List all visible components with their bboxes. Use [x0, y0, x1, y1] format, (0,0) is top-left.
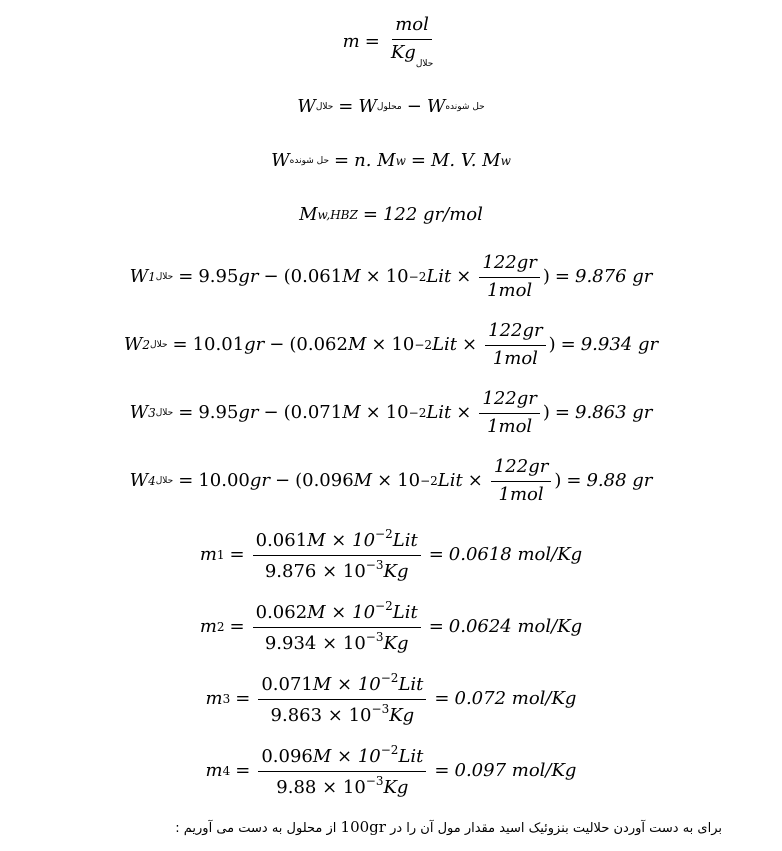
fraction-denominator: 1mol — [487, 415, 533, 437]
molarity-value: 0.071 — [290, 402, 343, 423]
solvent-subscript: حلال — [415, 58, 434, 69]
power-exponent: −2 — [408, 406, 427, 420]
molality-result: 0.097 mol/Kg — [454, 760, 577, 781]
gram-unit: gr — [238, 402, 259, 423]
numerator-tail: M × 10 — [312, 674, 381, 695]
molality-result: 0.0624 mol/Kg — [448, 616, 583, 637]
liter-unit: Lit — [437, 470, 463, 491]
liter-unit: Lit — [426, 402, 452, 423]
molality-fraction — [388, 14, 436, 70]
fraction-numerator: 122gr — [479, 252, 539, 278]
solvent-subscript: حلال — [150, 339, 168, 350]
molar-mass-fraction — [491, 456, 551, 506]
molality-index: 2 — [216, 620, 225, 634]
sample-mass: 10.01 — [192, 334, 245, 355]
equation-weight-2: W 2 حلال = 10.01 gr − ( 0.062 M × 10 −2 Lit × $\frac{122gr}{\text{1mol}}$ ) = 9.934 gr — [123, 320, 659, 369]
liter-unit: Lit — [392, 530, 418, 551]
molality-symbol: m — [199, 616, 217, 637]
molar-mass-subscript: w — [395, 154, 406, 168]
weight-symbol: W — [129, 470, 149, 491]
molarity-value: 0.096 — [261, 746, 313, 767]
molar-mass-fraction — [479, 388, 539, 438]
denominator-tail: × 10 — [322, 704, 372, 726]
power-exponent: −3 — [365, 773, 384, 788]
molar-unit: M — [353, 470, 373, 491]
molality-fraction — [258, 671, 426, 727]
molality-index: 4 — [222, 764, 231, 778]
power-exponent: −2 — [375, 599, 393, 613]
gram-unit: gr — [249, 470, 270, 491]
times-sign: × — [377, 470, 393, 491]
molality-fraction — [253, 527, 421, 583]
fraction-denominator: 1mol — [498, 483, 544, 505]
power-base: 10 — [397, 470, 421, 491]
solvent-weight-value: 9.876 — [264, 560, 317, 582]
molality-index: 3 — [222, 692, 231, 706]
liter-unit: Lit — [426, 266, 452, 287]
weight-symbol: W — [426, 96, 446, 117]
denominator-tail: × 10 — [316, 632, 366, 654]
sample-mass: 10.00 — [198, 470, 250, 491]
sample-mass: 9.95 — [198, 266, 239, 287]
equation-weight-1: W 1 حلال = 9.95 gr − ( 0.061 M × 10 −2 Lit × $\frac{122gr}{\text{1mol}}$ ) = 9.876 gr — [129, 252, 653, 301]
solvent-weight-result: 9.876 gr — [575, 266, 653, 287]
kilogram-unit: Kg — [383, 776, 409, 798]
times-sign: × — [467, 470, 483, 491]
molar-mass-value: 122 gr/mol — [382, 204, 483, 225]
times-sign: × — [456, 402, 472, 423]
molar-unit: M — [342, 402, 361, 423]
times-sign: × — [462, 334, 478, 355]
fraction-denominator: Kg — [390, 41, 416, 63]
molality-index: 1 — [216, 548, 225, 562]
molar-unit: M — [342, 266, 361, 287]
solvent-weight-result: 9.88 gr — [586, 470, 653, 491]
solvent-weight-result: 9.863 gr — [575, 402, 653, 423]
numerator-tail: M × 10 — [312, 746, 381, 767]
molarity-value: 0.062 — [255, 602, 308, 623]
power-exponent: −2 — [380, 743, 399, 757]
power-base: 10 — [385, 402, 409, 423]
footer-text-start: برای به دست آوردن حلالیت بنزوئیک اسید مقدار مول آن را در — [385, 821, 722, 836]
fraction-denominator: 1mol — [492, 347, 538, 369]
molality-symbol: m — [205, 688, 223, 709]
weight-symbol: W — [297, 96, 316, 117]
weight-symbol: W — [123, 334, 143, 355]
liter-unit: Lit — [398, 746, 424, 767]
numerator-tail: M × 10 — [307, 602, 376, 623]
solute-subscript: حل شونده — [289, 155, 330, 166]
solvent-weight-value: 9.934 — [264, 632, 317, 654]
weight-symbol: W — [129, 266, 149, 287]
footer-text-end: از محلول به دست می آوریم : — [175, 821, 341, 836]
fraction-numerator: 122gr — [491, 456, 551, 482]
molality-fraction — [258, 743, 426, 799]
molality-symbol: m — [199, 544, 217, 565]
equation-weight-3: W 3 حلال = 9.95 gr − ( 0.071 M × 10 −2 Lit × $\frac{122gr}{\text{1mol}}$ ) = 9.863 gr — [129, 388, 653, 437]
fraction-denominator: 1mol — [487, 279, 533, 301]
fraction-numerator: mol — [392, 14, 432, 40]
molarity-value: 0.061 — [255, 530, 308, 551]
equation-molality-1: m 1 = $\frac{0.061M \times 10^{-2}Lit}{9.876 \times 10^{-3}Kg}$ = 0.0618 mol/Kg — [199, 527, 583, 582]
weight-symbol: W — [129, 402, 149, 423]
equation-weight-4: W 4 حلال = 10.00 gr − ( 0.096 M × 10 −2 Lit × $\frac{122gr}{\text{1mol}}$ ) = 9.88 gr — [129, 456, 653, 505]
molarity-value: 0.061 — [290, 266, 343, 287]
denominator-tail: × 10 — [316, 560, 366, 582]
sample-mass: 9.95 — [198, 402, 239, 423]
power-exponent: −2 — [375, 527, 393, 541]
denominator-tail: × 10 — [316, 776, 366, 798]
times-sign: × — [456, 266, 472, 287]
solvent-weight-value: 9.88 — [276, 776, 317, 798]
kilogram-unit: Kg — [389, 704, 415, 726]
weight-index: 2 — [142, 338, 151, 352]
weight-index: 3 — [148, 406, 156, 420]
molality-result: 0.0618 mol/Kg — [448, 544, 583, 565]
liter-unit: Lit — [432, 334, 458, 355]
weight-symbol: W — [271, 150, 290, 171]
molar-mass-symbol: M — [299, 204, 318, 225]
solution-subscript: محلول — [376, 101, 402, 112]
molar-mass-fraction — [485, 320, 545, 370]
molarity-value: 0.096 — [302, 470, 354, 491]
molar-unit: M — [347, 334, 367, 355]
moles-times-molar-mass: n. M — [354, 150, 396, 171]
equation-solute-weight: W حل شونده = n. M w = M. V. M w — [271, 150, 511, 171]
power-exponent: −2 — [380, 671, 399, 685]
molarity-value: 0.062 — [296, 334, 348, 355]
weight-symbol: W — [358, 96, 377, 117]
power-exponent: −3 — [371, 701, 390, 716]
footer-amount: 100gr — [340, 818, 386, 836]
liter-unit: Lit — [398, 674, 424, 695]
solvent-weight-value: 9.863 — [270, 704, 323, 726]
solvent-subscript: حلال — [155, 271, 174, 282]
times-sign: × — [365, 266, 381, 287]
equation-molar-mass: M w,HBZ = 122 gr/mol — [299, 204, 483, 225]
molarity-value: 0.071 — [261, 674, 313, 695]
solvent-subscript: حلال — [315, 101, 334, 112]
weight-index: 1 — [148, 270, 156, 284]
power-exponent: −2 — [414, 338, 433, 352]
times-sign: × — [371, 334, 387, 355]
solute-subscript: حل شونده — [445, 101, 485, 112]
equation-molality-2: m 2 = $\frac{0.062M \times 10^{-2}Lit}{9.934 \times 10^{-3}Kg}$ = 0.0624 mol/Kg — [199, 599, 583, 654]
power-exponent: −3 — [365, 629, 384, 644]
equation-molality-3: m 3 = $\frac{0.071M \times 10^{-2}Lit}{9.863 \times 10^{-3}Kg}$ = 0.072 mol/Kg — [205, 671, 577, 726]
gram-unit: gr — [238, 266, 259, 287]
solvent-subscript: حلال — [155, 407, 174, 418]
liter-unit: Lit — [392, 602, 418, 623]
molality-symbol: m — [342, 30, 360, 52]
molar-mass-subscript: w — [500, 154, 511, 168]
power-base: 10 — [391, 334, 415, 355]
fraction-numerator: 122gr — [479, 388, 539, 414]
molality-fraction — [253, 599, 421, 655]
molar-mass-fraction — [479, 252, 539, 302]
power-exponent: −2 — [420, 474, 438, 488]
power-base: 10 — [385, 266, 409, 287]
fraction-numerator: 122gr — [485, 320, 545, 346]
weight-index: 4 — [148, 474, 156, 488]
solvent-weight-result: 9.934 gr — [580, 334, 659, 355]
molality-symbol: m — [205, 760, 223, 781]
equation-solvent-weight: W حلال = W محلول − W حل شونده — [297, 96, 485, 117]
solvent-subscript: حلال — [155, 475, 174, 486]
power-exponent: −2 — [408, 270, 427, 284]
gram-unit: gr — [244, 334, 265, 355]
footer-paragraph — [175, 818, 722, 836]
equation-molality-4: m 4 = $\frac{0.096M \times 10^{-2}Lit}{9.88 \times 10^{-3}Kg}$ = 0.097 mol/Kg — [205, 743, 577, 798]
molality-result: 0.072 mol/Kg — [454, 688, 577, 709]
numerator-tail: M × 10 — [307, 530, 376, 551]
equation-molality-definition: m = $\frac{\text{mol}}{Kg_{حلال}}$ — [0, 14, 782, 70]
times-sign: × — [365, 402, 381, 423]
molar-mass-subscript: w,HBZ — [317, 208, 358, 222]
molarity-volume-molar-mass: M. V. M — [430, 150, 501, 171]
kilogram-unit: Kg — [383, 632, 409, 654]
kilogram-unit: Kg — [383, 560, 409, 582]
power-exponent: −3 — [365, 557, 384, 572]
